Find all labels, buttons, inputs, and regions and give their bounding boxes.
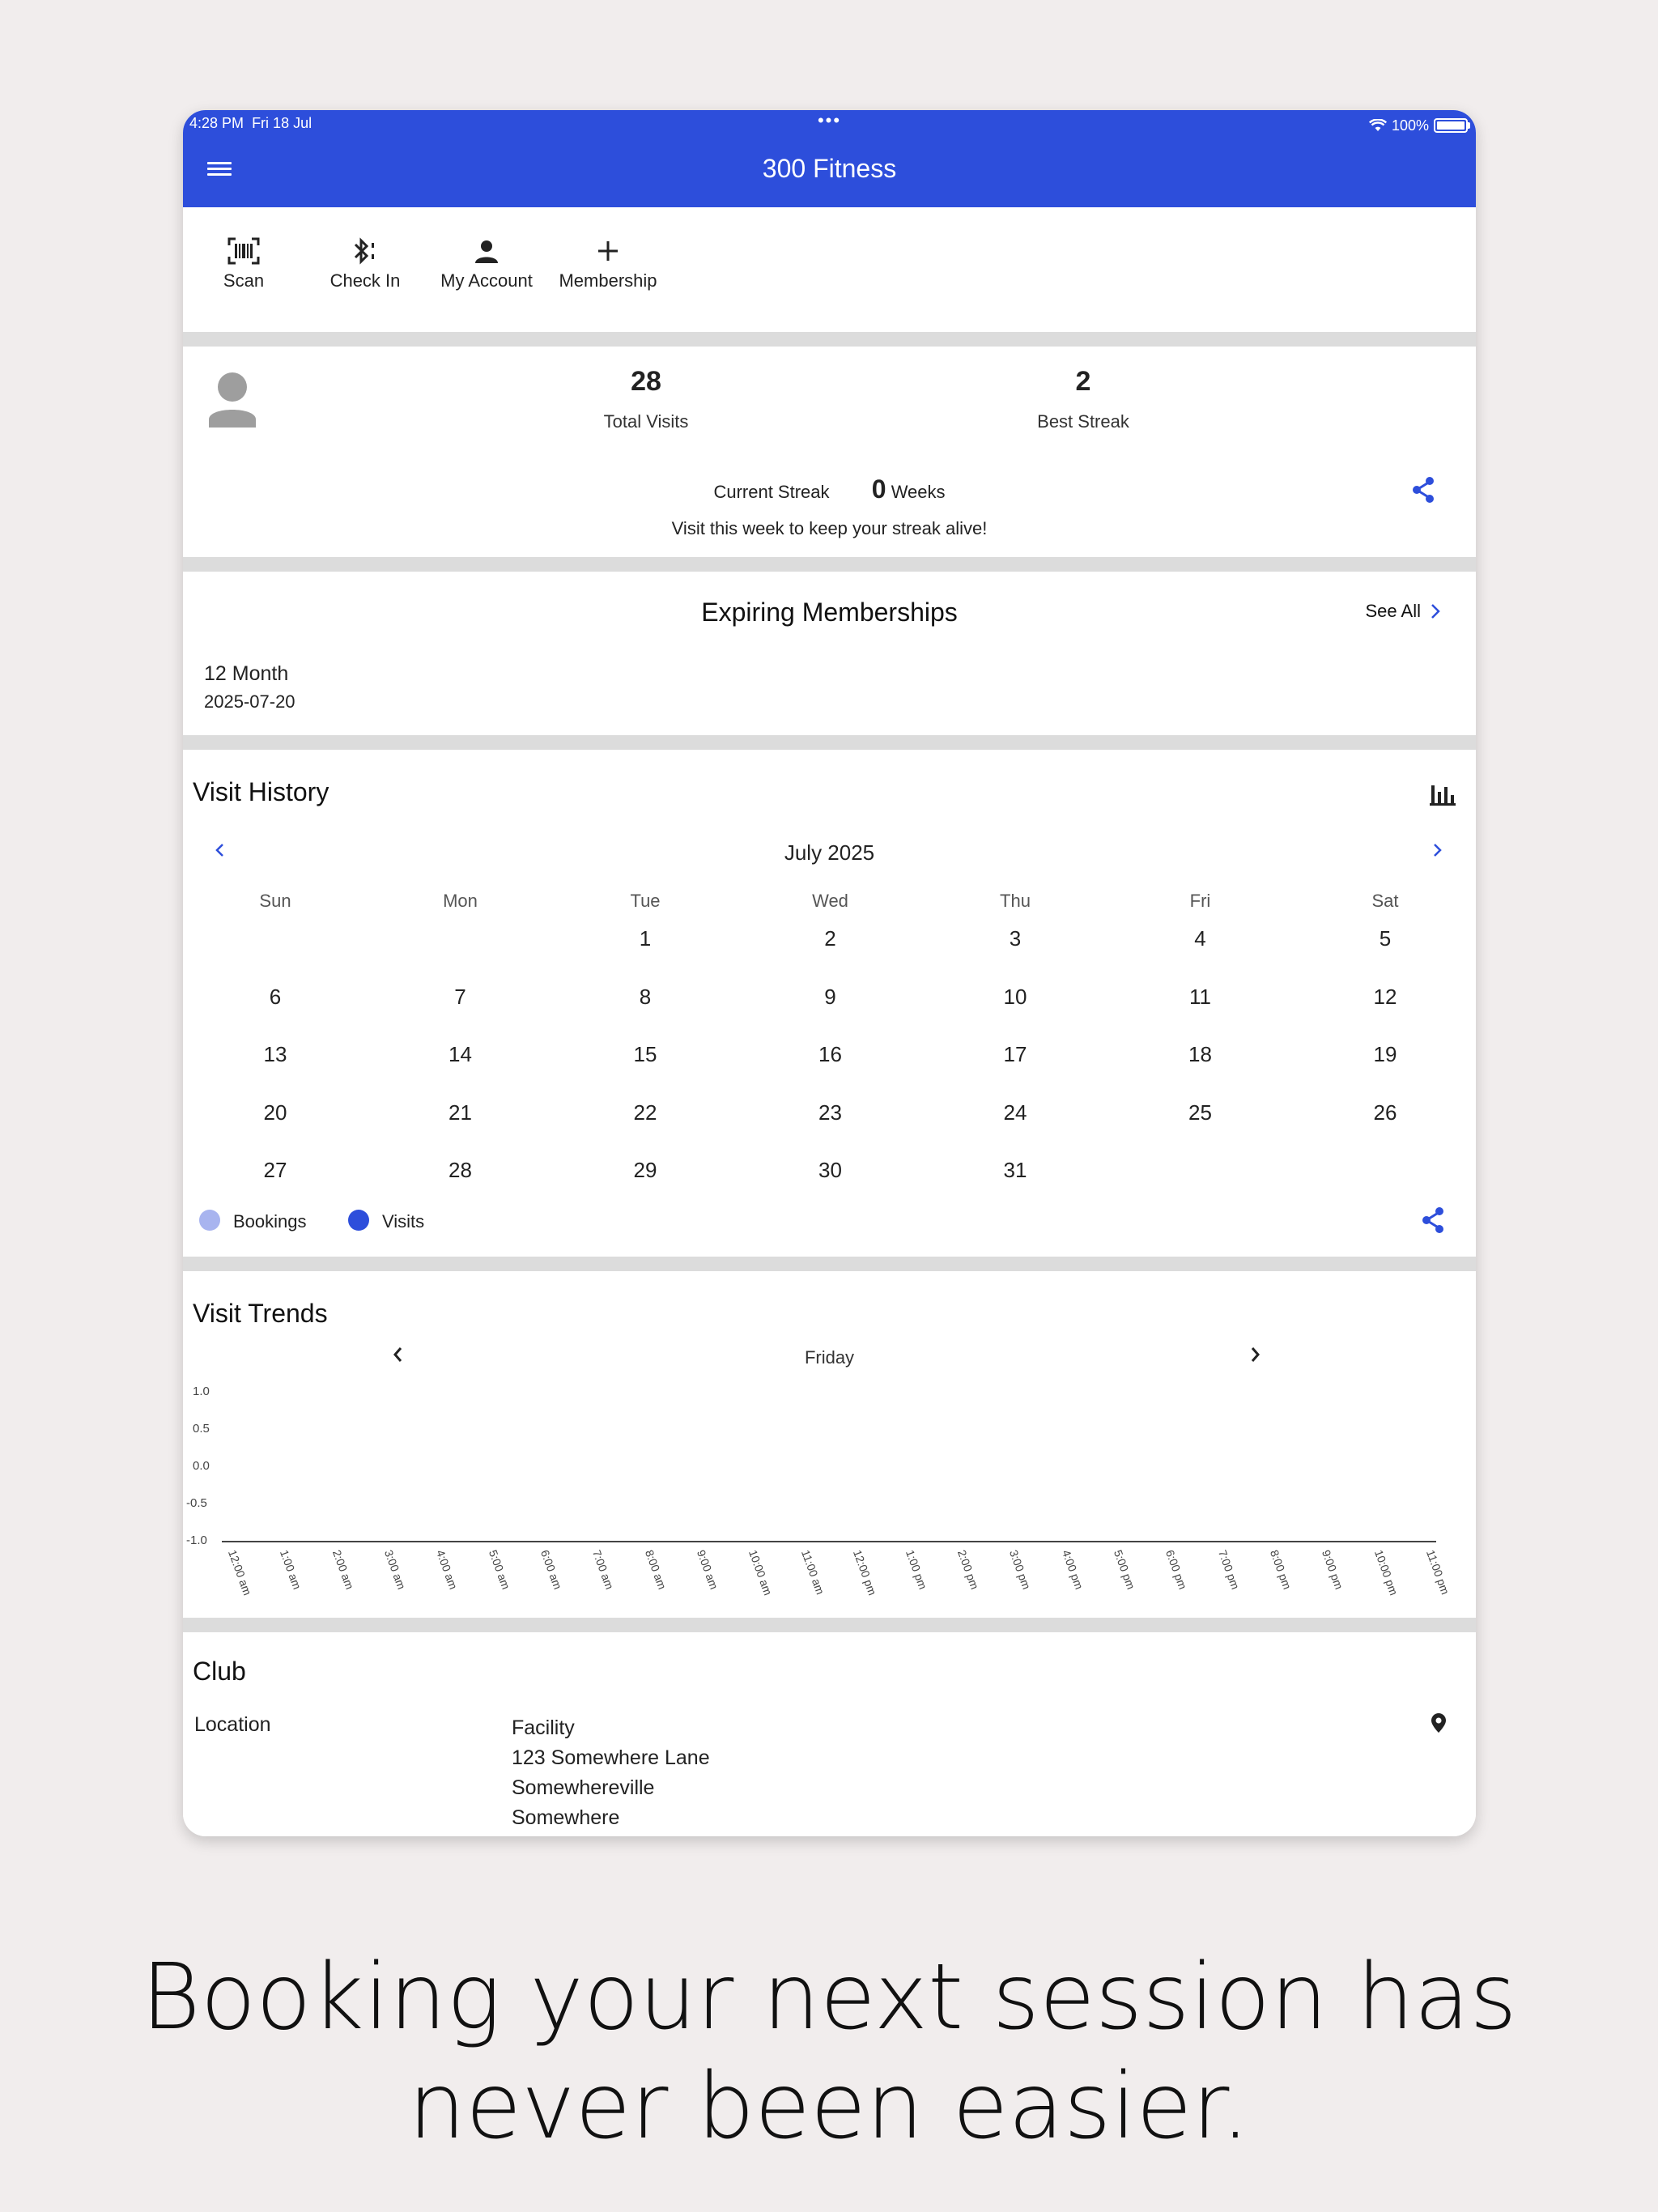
marketing-caption bbox=[0, 1943, 1658, 2162]
avatar-icon bbox=[207, 371, 257, 428]
separator bbox=[183, 735, 1476, 750]
bookings-legend-dot bbox=[199, 1210, 220, 1231]
app-screen bbox=[183, 110, 1476, 1836]
bookings-legend-label: Bookings bbox=[233, 1211, 307, 1231]
x-tick-label: 5:00 pm bbox=[1111, 1548, 1138, 1592]
caption-line-2: never been easier. bbox=[408, 2054, 1250, 2159]
y-tick-label: 0.5 bbox=[193, 1422, 210, 1436]
x-tick-label: 8:00 am bbox=[642, 1548, 670, 1592]
x-tick-label: 1:00 am bbox=[278, 1548, 304, 1592]
x-tick-label: 7:00 am bbox=[590, 1548, 617, 1592]
calendar-day[interactable]: 25 bbox=[1188, 1100, 1212, 1125]
calendar-day[interactable]: 23 bbox=[818, 1100, 842, 1125]
x-tick-label: 4:00 pm bbox=[1059, 1548, 1086, 1592]
expiring-title: Expiring Memberships bbox=[701, 598, 958, 627]
weekday-header: Fri bbox=[1189, 891, 1211, 911]
calendar-day[interactable]: 24 bbox=[1003, 1100, 1027, 1125]
chevron-right-icon bbox=[1431, 603, 1440, 619]
calendar-day[interactable]: 10 bbox=[1003, 984, 1027, 1009]
battery-percent: 100% bbox=[1391, 117, 1429, 134]
address-line: 123 Somewhere Lane bbox=[512, 1746, 710, 1769]
calendar-day[interactable]: 26 bbox=[1373, 1100, 1397, 1125]
check-in-button[interactable] bbox=[304, 232, 426, 291]
check-in-label: Check In bbox=[329, 270, 401, 291]
app-bar bbox=[183, 110, 1476, 207]
club-address bbox=[512, 1713, 710, 1833]
share-stats-button[interactable] bbox=[1410, 476, 1436, 504]
calendar-day[interactable]: 31 bbox=[1003, 1158, 1027, 1182]
x-tick-label: 6:00 pm bbox=[1163, 1548, 1190, 1592]
multitask-dots[interactable]: ••• bbox=[817, 110, 842, 130]
separator bbox=[183, 332, 1476, 347]
share-icon bbox=[1410, 476, 1436, 504]
bar-chart-icon[interactable] bbox=[1430, 782, 1456, 806]
x-tick-label: 5:00 am bbox=[486, 1548, 513, 1592]
calendar-day[interactable]: 14 bbox=[449, 1042, 472, 1066]
my-account-button[interactable] bbox=[426, 232, 547, 291]
calendar-day[interactable]: 9 bbox=[824, 984, 836, 1009]
y-tick-label: 1.0 bbox=[193, 1385, 210, 1398]
y-tick-label: -0.5 bbox=[186, 1496, 207, 1510]
calendar-day[interactable]: 21 bbox=[449, 1100, 472, 1125]
x-tick-label: 10:00 am bbox=[746, 1548, 776, 1597]
membership-name[interactable]: 12 Month bbox=[204, 662, 289, 685]
current-streak-value: 0 bbox=[871, 474, 886, 504]
barcode-scan-icon bbox=[227, 237, 260, 265]
calendar-day[interactable]: 29 bbox=[633, 1158, 657, 1182]
weekday-header: Wed bbox=[812, 891, 848, 911]
x-tick-label: 9:00 am bbox=[695, 1548, 721, 1592]
calendar-day[interactable]: 20 bbox=[263, 1100, 287, 1125]
map-pin-icon[interactable] bbox=[1431, 1713, 1446, 1733]
calendar-day[interactable]: 16 bbox=[818, 1042, 842, 1066]
caption-line-1: Booking your next session has bbox=[141, 1945, 1517, 2050]
separator bbox=[183, 557, 1476, 572]
address-line: Facility bbox=[512, 1716, 575, 1739]
share-icon bbox=[1420, 1206, 1446, 1234]
calendar-day[interactable]: 28 bbox=[449, 1158, 472, 1182]
membership-label: Membership bbox=[559, 270, 657, 291]
x-tick-label: 4:00 am bbox=[434, 1548, 461, 1592]
y-tick-label: 0.0 bbox=[193, 1459, 210, 1473]
x-tick-label: 10:00 pm bbox=[1371, 1548, 1401, 1597]
see-all-link[interactable] bbox=[1366, 601, 1441, 622]
weekday-header: Mon bbox=[443, 891, 478, 911]
x-tick-label: 12:00 am bbox=[225, 1548, 254, 1597]
weekday-header: Sat bbox=[1371, 891, 1399, 911]
calendar-day[interactable]: 4 bbox=[1194, 926, 1206, 951]
app-title: 300 Fitness bbox=[762, 154, 897, 183]
calendar-day[interactable]: 11 bbox=[1189, 984, 1211, 1009]
x-tick-label: 3:00 pm bbox=[1007, 1548, 1034, 1592]
visit-trends-title: Visit Trends bbox=[193, 1299, 328, 1328]
status-time: 4:28 PM Fri 18 Jul bbox=[189, 115, 312, 131]
calendar-day[interactable]: 27 bbox=[263, 1158, 287, 1182]
calendar-day[interactable]: 17 bbox=[1003, 1042, 1027, 1066]
calendar-day[interactable]: 12 bbox=[1373, 984, 1397, 1009]
total-visits-value: 28 bbox=[631, 366, 661, 397]
x-tick-label: 3:00 am bbox=[381, 1548, 409, 1592]
membership-button[interactable] bbox=[547, 232, 669, 291]
person-icon bbox=[473, 237, 500, 265]
address-line: Somewhere bbox=[512, 1806, 620, 1829]
x-tick-label: 1:00 pm bbox=[903, 1548, 929, 1592]
x-tick-label: 2:00 am bbox=[329, 1548, 356, 1592]
membership-date: 2025-07-20 bbox=[204, 691, 295, 712]
x-tick-label: 11:00 am bbox=[798, 1548, 827, 1597]
visits-legend-label: Visits bbox=[382, 1211, 425, 1231]
x-tick-label: 11:00 pm bbox=[1423, 1548, 1452, 1597]
x-tick-label: 9:00 pm bbox=[1320, 1548, 1346, 1592]
current-streak-label: Current Streak bbox=[713, 482, 830, 502]
calendar-day[interactable]: 2 bbox=[824, 926, 836, 951]
calendar-day[interactable]: 18 bbox=[1188, 1042, 1212, 1066]
x-tick-label: 8:00 pm bbox=[1267, 1548, 1295, 1592]
current-streak-unit: Weeks bbox=[891, 482, 946, 502]
x-tick-label: 2:00 pm bbox=[954, 1548, 982, 1592]
calendar-day[interactable]: 13 bbox=[263, 1042, 287, 1066]
calendar-day[interactable]: 15 bbox=[633, 1042, 657, 1066]
x-tick-label: 6:00 am bbox=[538, 1548, 565, 1592]
streak-message: Visit this week to keep your streak alive! bbox=[671, 518, 988, 538]
scan-button[interactable] bbox=[183, 232, 304, 291]
x-tick-label: 12:00 pm bbox=[851, 1548, 880, 1597]
expiring-memberships-card bbox=[183, 572, 1476, 734]
y-tick-label: -1.0 bbox=[186, 1534, 207, 1547]
weekday-header: Thu bbox=[1000, 891, 1031, 911]
best-streak-value: 2 bbox=[1075, 366, 1091, 397]
best-streak-label: Best Streak bbox=[1037, 411, 1129, 432]
stats-card bbox=[183, 347, 1476, 549]
trend-day: Friday bbox=[804, 1347, 855, 1368]
separator bbox=[183, 1618, 1476, 1632]
calendar-day[interactable]: 30 bbox=[818, 1158, 842, 1182]
calendar-day[interactable]: 7 bbox=[454, 984, 466, 1009]
share-history-button[interactable] bbox=[1420, 1206, 1446, 1234]
visits-legend-dot bbox=[348, 1210, 369, 1231]
calendar-day[interactable]: 8 bbox=[639, 984, 652, 1009]
wifi-icon bbox=[1369, 119, 1387, 132]
my-account-label: My Account bbox=[440, 270, 533, 291]
weekday-header: Tue bbox=[630, 891, 661, 911]
x-tick-label: 7:00 pm bbox=[1215, 1548, 1242, 1592]
calendar-day[interactable]: 6 bbox=[269, 984, 282, 1009]
plus-icon bbox=[596, 239, 620, 263]
location-label: Location bbox=[194, 1713, 271, 1736]
club-card bbox=[183, 1632, 1476, 1836]
calendar-day[interactable]: 19 bbox=[1373, 1042, 1397, 1066]
club-title: Club bbox=[193, 1657, 246, 1686]
calendar-month: July 2025 bbox=[784, 840, 875, 865]
calendar-day[interactable]: 5 bbox=[1379, 926, 1392, 951]
visit-trends-card bbox=[183, 1271, 1476, 1611]
scan-label: Scan bbox=[223, 270, 265, 291]
separator bbox=[183, 1257, 1476, 1271]
calendar-day[interactable]: 3 bbox=[1009, 926, 1022, 951]
weekday-header: Sun bbox=[259, 891, 291, 911]
bluetooth-icon bbox=[349, 237, 381, 265]
visit-history-card bbox=[183, 750, 1476, 1252]
address-line: Somewhereville bbox=[512, 1776, 655, 1799]
calendar-day[interactable]: 22 bbox=[633, 1100, 657, 1125]
visit-history-title: Visit History bbox=[193, 777, 329, 806]
current-streak-row bbox=[183, 474, 1476, 504]
battery-icon bbox=[1434, 118, 1468, 133]
total-visits-label: Total Visits bbox=[603, 411, 689, 432]
calendar-day[interactable]: 1 bbox=[639, 926, 652, 951]
see-all-label: See All bbox=[1365, 601, 1421, 621]
status-right bbox=[1369, 115, 1468, 136]
